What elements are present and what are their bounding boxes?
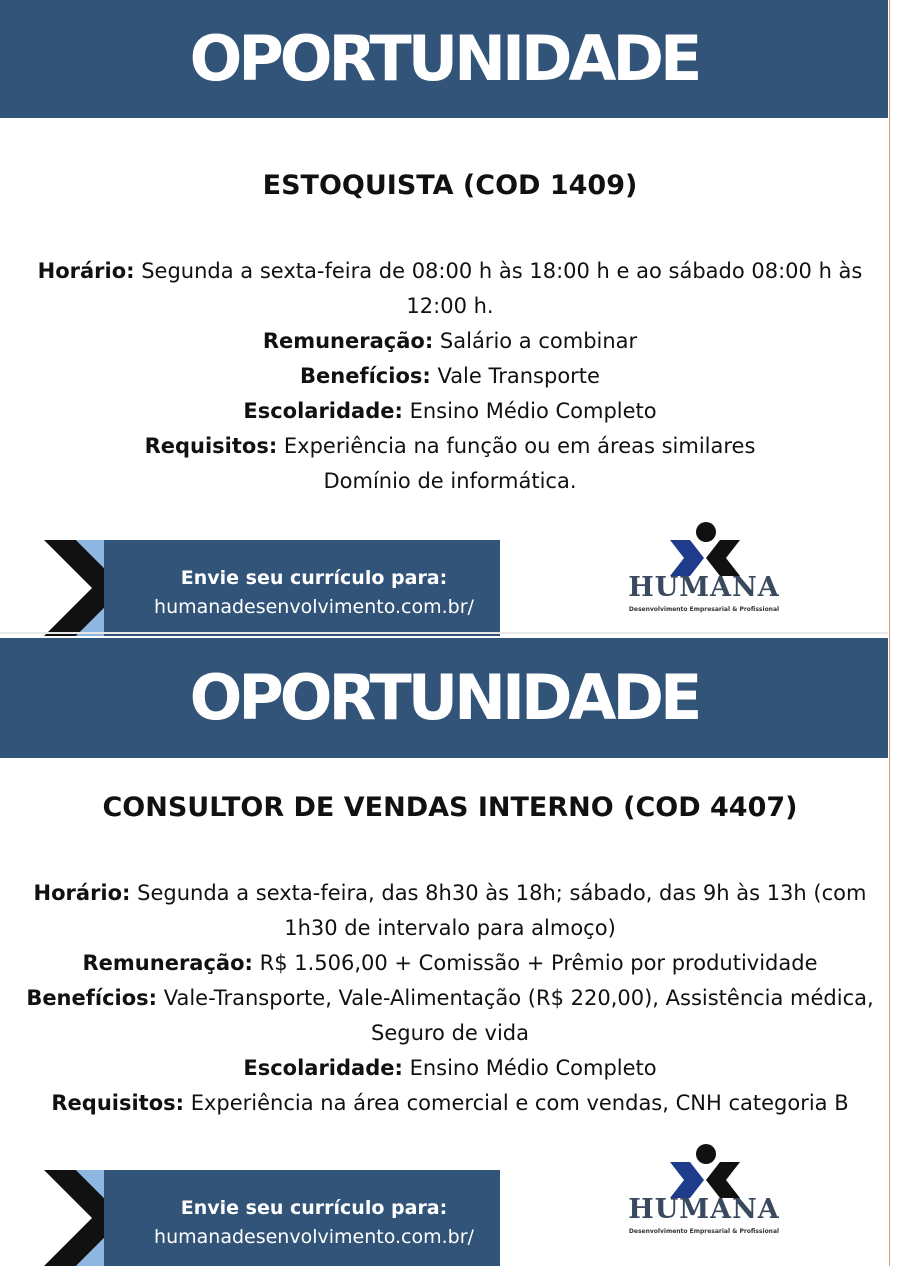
humana-logo-icon <box>664 520 744 578</box>
logo-name-2: HUMANA <box>628 1194 780 1225</box>
cta-banner-1[interactable] <box>44 540 500 636</box>
detail-escolaridade-2: Escolaridade: Ensino Médio Completo <box>243 1056 657 1080</box>
detail-horario-1: Horário: Segunda a sexta-feira de 08:00 h às 18:00 h e ao sábado 08:00 h às 12:00 h. <box>37 259 863 318</box>
banner-1 <box>0 0 888 118</box>
detail-beneficios-2: Benefícios: Vale-Transporte, Vale-Alimentação (R$ 220,00), Assistência médica, Seguro de vida <box>26 986 874 1045</box>
humana-logo-icon <box>664 1142 744 1200</box>
banner-title-2: OPORTUNIDADE <box>189 661 699 734</box>
detail-horario-2: Horário: Segunda a sexta-feira, das 8h30 às 18h; sábado, das 9h às 13h (com 1h30 de intervalo para almoço) <box>33 881 867 940</box>
cta-heading-2: Envie seu currículo para: <box>180 1197 448 1219</box>
detail-requisitos-1: Requisitos: Experiência na função ou em áreas similares <box>144 434 756 458</box>
cta-banner-2[interactable] <box>44 1170 500 1266</box>
logo-tagline-2: Desenvolvimento Empresarial & Profissional <box>628 1228 780 1235</box>
section-divider <box>0 632 888 634</box>
logo-name-1: HUMANA <box>628 572 780 603</box>
cta-url-1[interactable]: humanadesenvolvimento.com.br/ <box>154 596 474 618</box>
humana-logo-1 <box>624 520 784 620</box>
job-title-2: CONSULTOR DE VENDAS INTERNO (COD 4407) <box>102 792 798 823</box>
logo-tagline-1: Desenvolvimento Empresarial & Profissional <box>628 606 780 613</box>
banner-2 <box>0 638 888 758</box>
detail-beneficios-1: Benefícios: Vale Transporte <box>300 364 600 388</box>
detail-escolaridade-1: Escolaridade: Ensino Médio Completo <box>243 399 657 423</box>
detail-remuneracao-2: Remuneração: R$ 1.506,00 + Comissão + Prêmio por produtividade <box>82 951 818 975</box>
job-details-2 <box>20 876 880 1121</box>
detail-extra-1: Domínio de informática. <box>323 469 577 493</box>
cta-url-2[interactable]: humanadesenvolvimento.com.br/ <box>154 1226 474 1248</box>
cta-text-2 <box>134 1194 494 1252</box>
cta-heading-1: Envie seu currículo para: <box>180 567 448 589</box>
humana-logo-2 <box>624 1142 784 1242</box>
cta-text-1 <box>134 564 494 622</box>
job-title-1: ESTOQUISTA (COD 1409) <box>262 170 638 201</box>
detail-requisitos-2: Requisitos: Experiência na área comercial e com vendas, CNH categoria B <box>51 1091 849 1115</box>
job-details-1 <box>20 254 880 499</box>
detail-remuneracao-1: Remuneração: Salário a combinar <box>262 329 638 353</box>
banner-title-1: OPORTUNIDADE <box>189 22 699 95</box>
